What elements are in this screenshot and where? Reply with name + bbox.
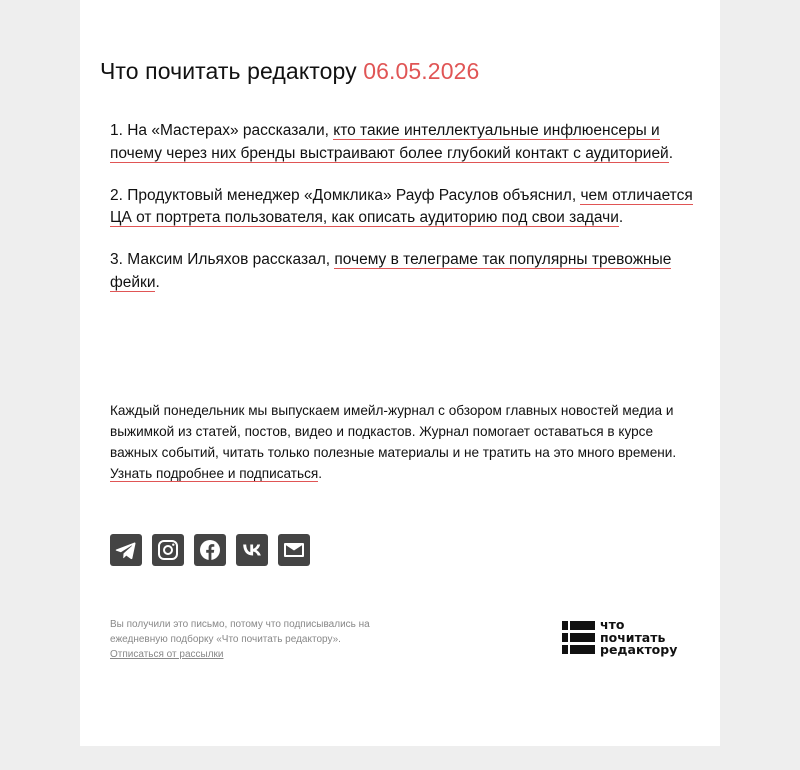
about-suffix: .: [318, 466, 323, 481]
news-item-link[interactable]: чем отличается ЦА от портрета пользователя, как описать аудиторию под свои задачи: [110, 186, 693, 226]
news-item: [110, 120, 700, 165]
news-item-link[interactable]: кто такие интеллектуальные инфлюенсеры и почему через них бренды выстраивают более глубокий контакт с аудиторией: [110, 122, 669, 162]
news-item-text: 2. Продуктовый менеджер «Домклика» Рауф Расулов объяснил,: [110, 186, 581, 204]
about-text: [110, 400, 695, 484]
email-card: [80, 0, 720, 746]
logo-line-2: почитать: [600, 629, 666, 645]
news-item-text: 1. На «Мастерах» рассказали,: [110, 122, 334, 139]
subscribe-link[interactable]: Узнать подробнее и подписаться: [110, 466, 319, 481]
footer-text: Вы получили это письмо, потому что подписывались на ежедневную подборку «Что почитать редактору».: [110, 619, 370, 645]
facebook-icon[interactable]: [194, 534, 226, 566]
logo-line-3: редактору: [600, 642, 678, 657]
issue-date: 06.05.2026: [363, 58, 480, 84]
logo-text: [600, 619, 677, 657]
logo-line-1: что: [600, 617, 625, 632]
news-item-suffix: .: [668, 144, 674, 162]
email-icon[interactable]: [278, 534, 310, 566]
news-item-link[interactable]: почему в телеграме так популярны тревожные фейки: [110, 251, 672, 291]
page-title: [100, 58, 479, 85]
title-text: Что почитать редактору: [100, 58, 357, 84]
about-description: Каждый понедельник мы выпускаем имейл-журнал с обзором главных новостей медиа и выжимкой из статей, постов, видео и подкастов. Журнал помогает оставаться в курсе важных событий, читать только полезные материалы и не тратить на это много времени.: [110, 403, 677, 460]
social-links: [110, 534, 310, 566]
telegram-icon[interactable]: [110, 534, 142, 566]
news-item-suffix: .: [618, 209, 624, 226]
footer-note: [110, 617, 410, 662]
logo-bars-icon: [562, 620, 596, 655]
news-item: [110, 249, 700, 294]
instagram-icon[interactable]: [152, 534, 184, 566]
news-item-text: 3. Максим Ильяхов рассказал,: [110, 251, 335, 268]
news-list: [110, 120, 700, 314]
news-item: [110, 185, 700, 230]
brand-logo[interactable]: [562, 617, 692, 657]
unsubscribe-link[interactable]: Отписаться от рассылки: [110, 649, 224, 660]
vk-icon[interactable]: [236, 534, 268, 566]
news-item-suffix: .: [155, 273, 160, 291]
